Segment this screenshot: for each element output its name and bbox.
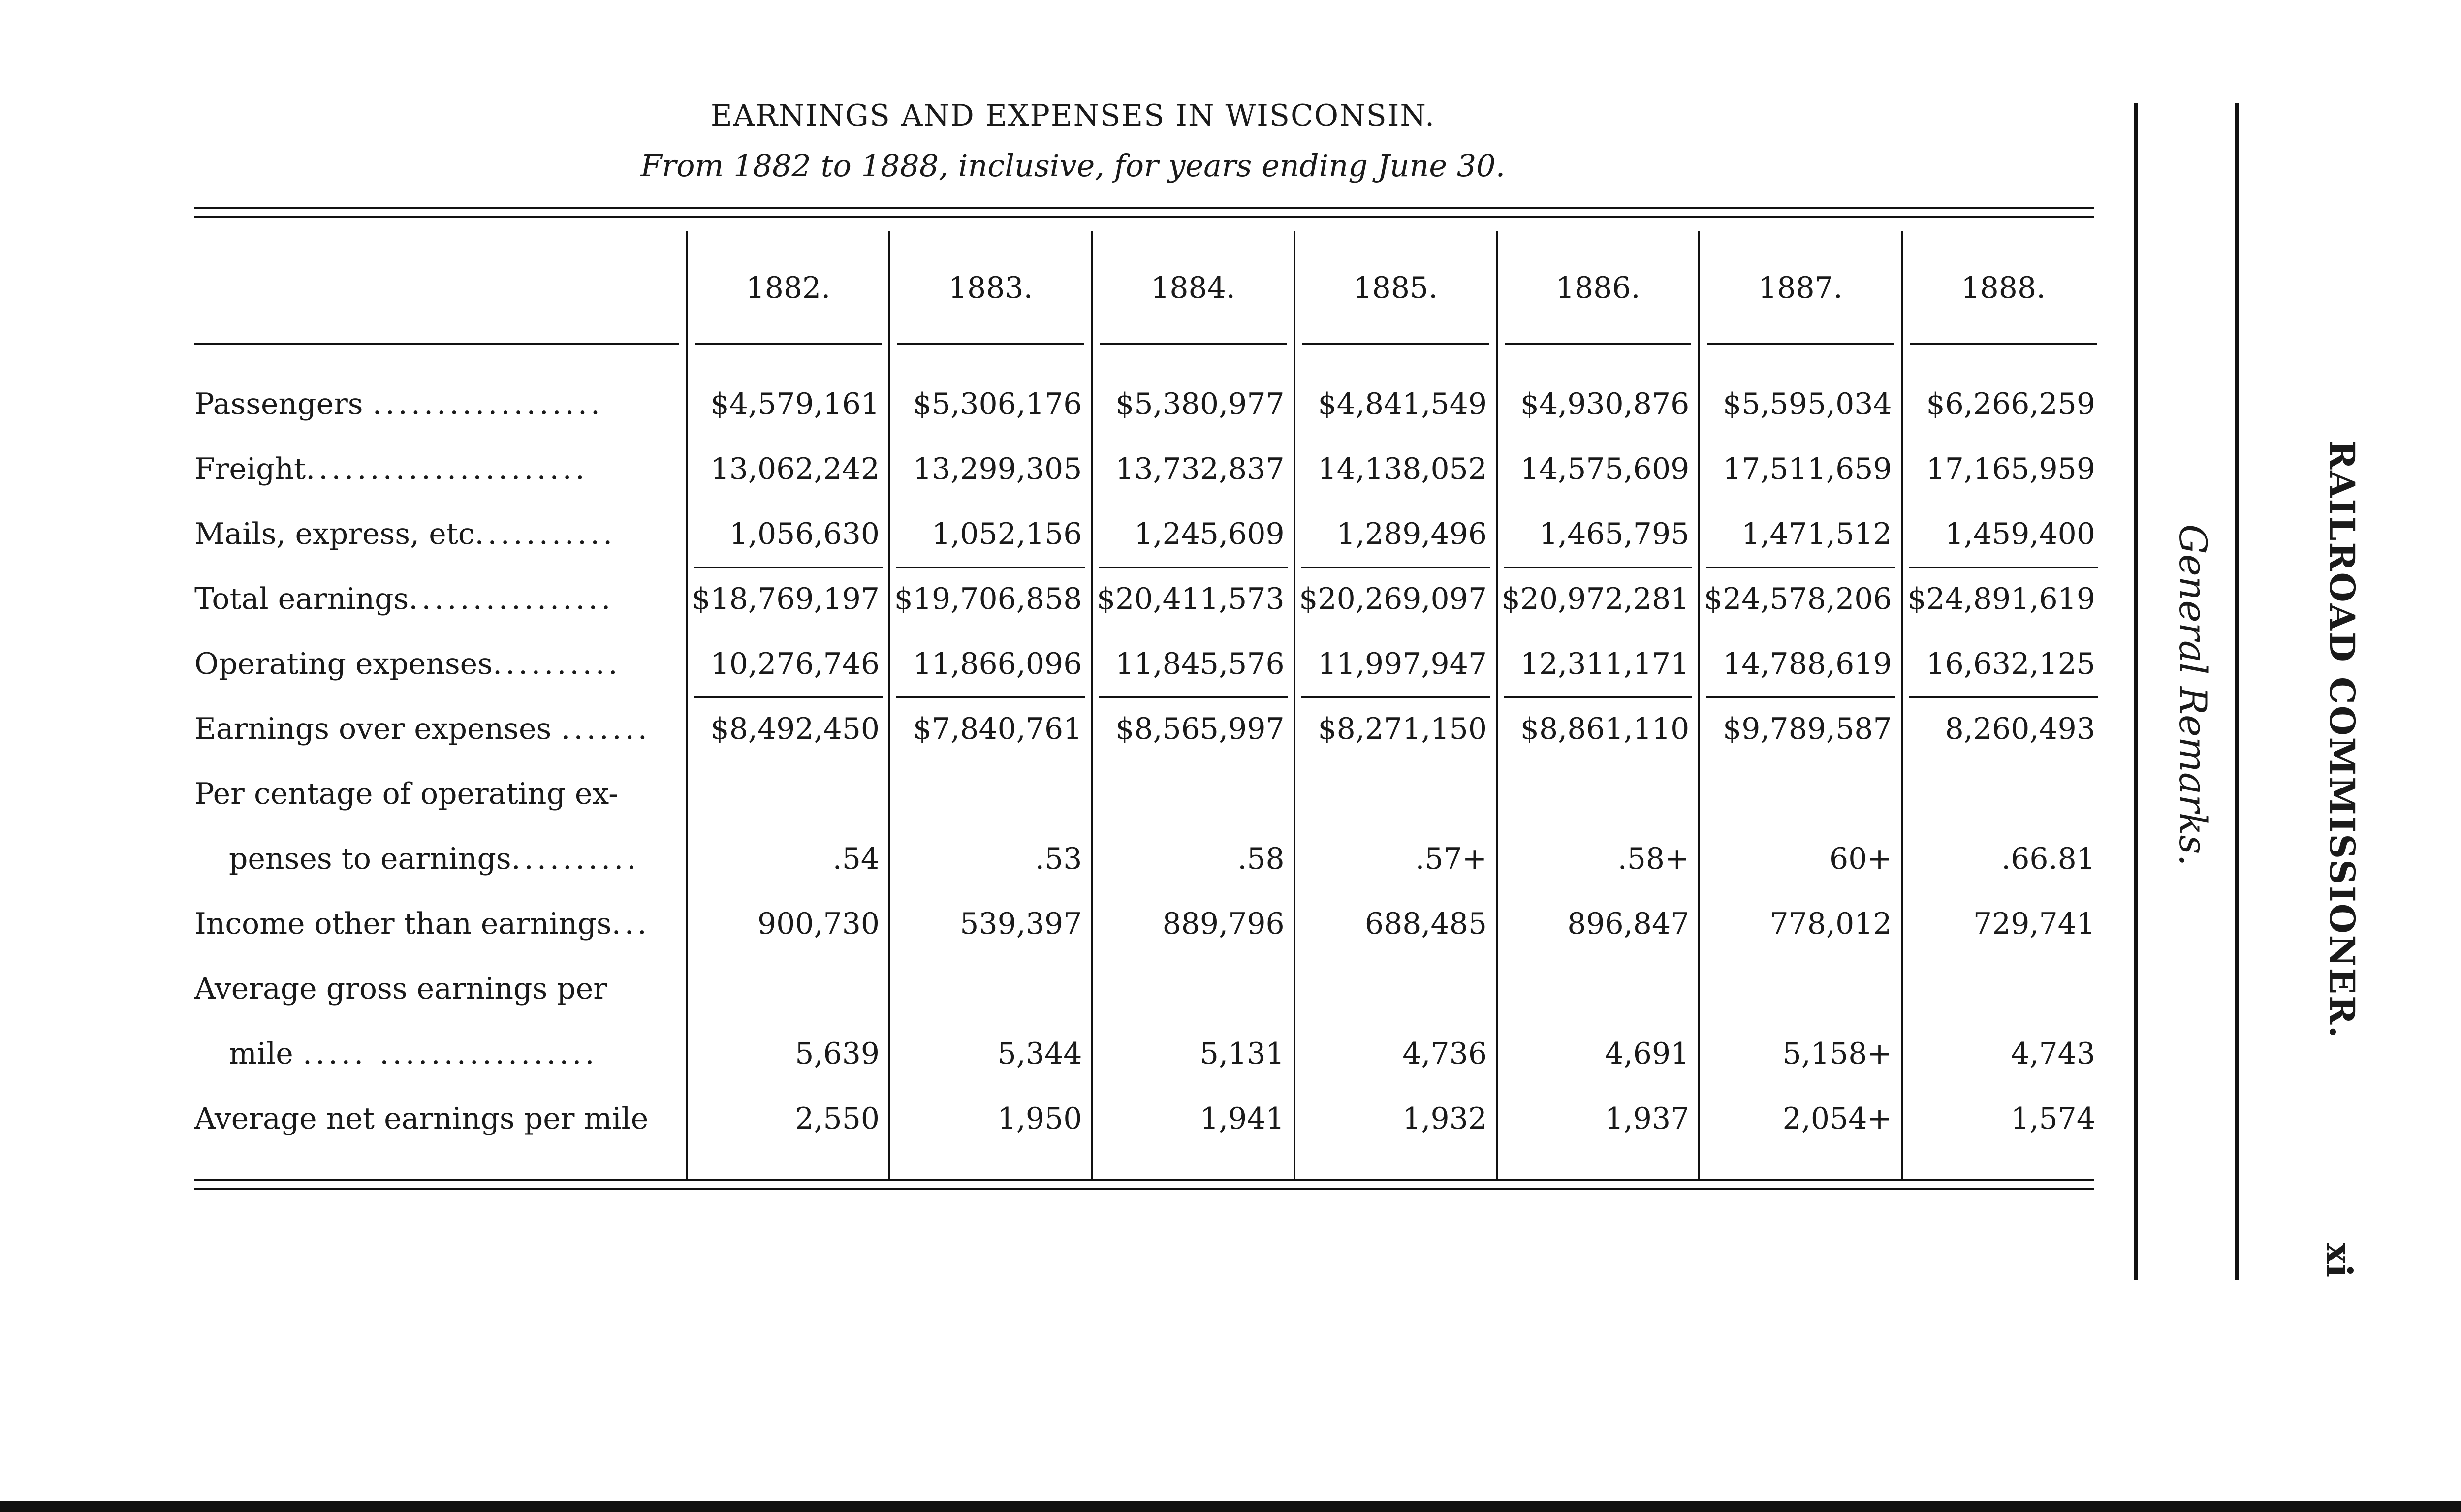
table-cell: $4,579,161: [687, 372, 889, 437]
row-label: Average net earnings per mile: [194, 1102, 649, 1136]
table-cell: 2,054+: [1699, 1086, 1901, 1151]
table-cell: [687, 956, 889, 1021]
table-cell: 14,138,052: [1294, 437, 1497, 502]
table-cell: 1,245,609: [1092, 502, 1294, 567]
row-label: Operating expenses..........: [194, 647, 621, 681]
table-cell: $18,769,197: [687, 567, 889, 631]
table-cell: 17,511,659: [1699, 437, 1901, 502]
table-cell: 889,796: [1092, 891, 1294, 956]
table-row: [194, 891, 2104, 956]
table-cell: 1,289,496: [1294, 502, 1497, 567]
section-heading-vertical: General Remarks.: [2171, 524, 2215, 866]
table-cell: 17,165,959: [1902, 437, 2104, 502]
table-row: [194, 502, 2104, 567]
table-cell: $5,380,977: [1092, 372, 1294, 437]
row-label: Income other than earnings...: [194, 907, 650, 941]
header-corner: [194, 231, 687, 345]
table-cell: $24,578,206: [1699, 567, 1901, 631]
year-header: 1882.: [687, 231, 889, 345]
table-cell: 13,062,242: [687, 437, 889, 502]
table-cell: $4,841,549: [1294, 372, 1497, 437]
spacer-row: [194, 345, 2104, 372]
table-cell: $8,271,150: [1294, 696, 1497, 761]
table-cell: [1294, 761, 1497, 826]
table-row: [194, 631, 2104, 696]
table-cell: [1902, 761, 2104, 826]
row-label: Total earnings................: [194, 582, 614, 616]
table-cell: 1,052,156: [889, 502, 1092, 567]
table-cell: 1,056,630: [687, 502, 889, 567]
table-cell: $9,789,587: [1699, 696, 1901, 761]
table-cell: [687, 761, 889, 826]
table-cell: 10,276,746: [687, 631, 889, 696]
table-cell: 5,344: [889, 1021, 1092, 1086]
margin-rule-left: [2134, 103, 2138, 1280]
margin-rule-right: [2235, 103, 2239, 1280]
row-label: Average gross earnings per: [194, 972, 607, 1006]
table-cell: 688,485: [1294, 891, 1497, 956]
table-cell: 4,736: [1294, 1021, 1497, 1086]
table-cell: 1,941: [1092, 1086, 1294, 1151]
row-label: mile ..... .................: [229, 1037, 598, 1071]
table-cell: 13,732,837: [1092, 437, 1294, 502]
table-cell: 5,639: [687, 1021, 889, 1086]
year-header: 1886.: [1497, 231, 1699, 345]
table-cell: 5,158+: [1699, 1021, 1901, 1086]
table-cell: $5,595,034: [1699, 372, 1901, 437]
table-cell: [1699, 761, 1901, 826]
table-cell: .58: [1092, 826, 1294, 891]
table-cell: 729,741: [1902, 891, 2104, 956]
table-cell: 4,743: [1902, 1021, 2104, 1086]
top-double-rule-b: [194, 216, 2094, 218]
page-subtitle: From 1882 to 1888, inclusive, for years ending June 30.: [640, 148, 1506, 184]
table-cell: 14,575,609: [1497, 437, 1699, 502]
table-row-total: [194, 696, 2104, 761]
top-double-rule-a: [194, 207, 2094, 209]
table-cell: $6,266,259: [1902, 372, 2104, 437]
table-cell: [1699, 956, 1901, 1021]
earnings-table: [194, 231, 2104, 1181]
table-row: [194, 826, 2104, 891]
table-cell: 60+: [1699, 826, 1901, 891]
table-cell: .57+: [1294, 826, 1497, 891]
year-header: 1884.: [1092, 231, 1294, 345]
earnings-table-wrap: [194, 231, 2104, 1181]
row-label: penses to earnings..........: [229, 842, 640, 876]
table-cell: 1,465,795: [1497, 502, 1699, 567]
table-cell: [889, 761, 1092, 826]
table-row-total: [194, 567, 2104, 631]
year-header: 1883.: [889, 231, 1092, 345]
table-cell: 4,691: [1497, 1021, 1699, 1086]
table-cell: $20,411,573: [1092, 567, 1294, 631]
table-cell: 778,012: [1699, 891, 1901, 956]
table-cell: .53: [889, 826, 1092, 891]
table-cell: .66.81: [1902, 826, 2104, 891]
table-cell: $4,930,876: [1497, 372, 1699, 437]
table-cell: 12,311,171: [1497, 631, 1699, 696]
table-cell: 5,131: [1092, 1021, 1294, 1086]
table-cell: 8,260,493: [1902, 696, 2104, 761]
row-label: Per centage of operating ex-: [194, 777, 619, 811]
bottom-double-rule-b: [194, 1188, 2094, 1190]
table-cell: 896,847: [1497, 891, 1699, 956]
scan-edge-band: [0, 1501, 2461, 1512]
table-cell: $7,840,761: [889, 696, 1092, 761]
table-cell: $8,861,110: [1497, 696, 1699, 761]
year-header: 1887.: [1699, 231, 1901, 345]
table-row: [194, 1021, 2104, 1086]
page-number-vertical: xi: [2318, 1243, 2360, 1278]
table-cell: .54: [687, 826, 889, 891]
table-row: [194, 372, 2104, 437]
table-row: [194, 437, 2104, 502]
table-cell: 14,788,619: [1699, 631, 1901, 696]
table-cell: [1497, 956, 1699, 1021]
table-cell: 11,997,947: [1294, 631, 1497, 696]
year-header: 1888.: [1902, 231, 2104, 345]
table-cell: 900,730: [687, 891, 889, 956]
year-header: 1885.: [1294, 231, 1497, 345]
running-head-vertical: RAILROAD COMMISSIONER.: [2322, 441, 2363, 1040]
table-cell: 1,932: [1294, 1086, 1497, 1151]
table-cell: $24,891,619: [1902, 567, 2104, 631]
table-cell: 11,866,096: [889, 631, 1092, 696]
table-cell: $5,306,176: [889, 372, 1092, 437]
table-cell: 16,632,125: [1902, 631, 2104, 696]
bottom-double-rule-a: [194, 1179, 2094, 1181]
table-cell: 11,845,576: [1092, 631, 1294, 696]
row-label: Mails, express, etc...........: [194, 517, 616, 551]
table-cell: [889, 956, 1092, 1021]
header-row: [194, 231, 2104, 345]
table-cell: $20,972,281: [1497, 567, 1699, 631]
table-cell: .58+: [1497, 826, 1699, 891]
table-cell: $20,269,097: [1294, 567, 1497, 631]
table-cell: [1092, 956, 1294, 1021]
table-cell: [1092, 761, 1294, 826]
table-cell: 2,550: [687, 1086, 889, 1151]
table-cell: $8,565,997: [1092, 696, 1294, 761]
table-cell: 1,937: [1497, 1086, 1699, 1151]
table-cell: [1902, 956, 2104, 1021]
spacer-row: [194, 1151, 2104, 1181]
table-cell: 1,574: [1902, 1086, 2104, 1151]
row-label: Freight......................: [194, 452, 588, 486]
page-title: EARNINGS AND EXPENSES IN WISCONSIN.: [710, 98, 1436, 133]
row-label: Earnings over expenses .......: [194, 712, 651, 746]
table-cell: $19,706,858: [889, 567, 1092, 631]
table-row: [194, 1086, 2104, 1151]
table-cell: 1,950: [889, 1086, 1092, 1151]
table-cell: 13,299,305: [889, 437, 1092, 502]
table-cell: 1,471,512: [1699, 502, 1901, 567]
table-cell: $8,492,450: [687, 696, 889, 761]
table-row: [194, 761, 2104, 826]
table-cell: 1,459,400: [1902, 502, 2104, 567]
table-cell: 539,397: [889, 891, 1092, 956]
table-row: [194, 956, 2104, 1021]
row-label: Passengers ..................: [194, 387, 603, 421]
table-cell: [1294, 956, 1497, 1021]
table-cell: [1497, 761, 1699, 826]
